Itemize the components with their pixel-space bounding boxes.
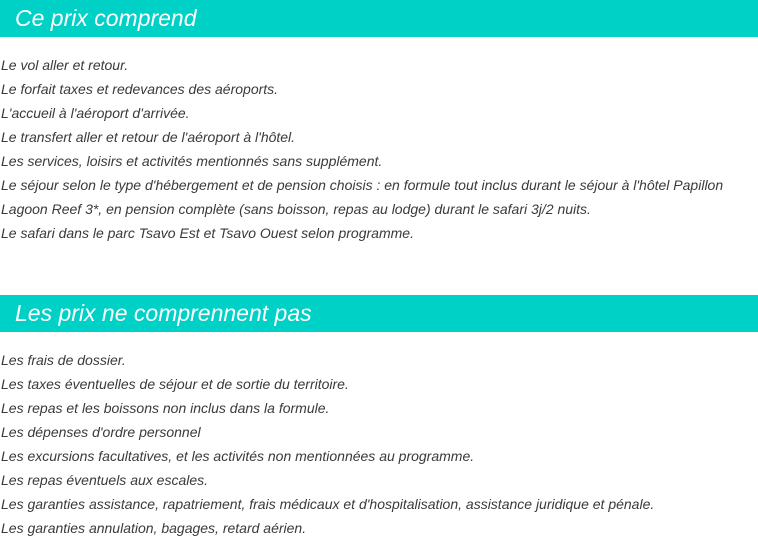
- included-item: L'accueil à l'aéroport d'arrivée.: [1, 105, 190, 121]
- excluded-item: Les taxes éventuelles de séjour et de sortie du territoire.: [1, 376, 349, 392]
- excluded-item: Les repas éventuels aux escales.: [1, 472, 209, 488]
- excluded-item: Les excursions facultatives, et les activités non mentionnées au programme.: [1, 448, 475, 464]
- included-item: Le vol aller et retour.: [1, 57, 129, 73]
- excluded-item: Les garanties annulation, bagages, retard aérien.: [1, 520, 307, 536]
- excluded-list: [1, 348, 757, 540]
- excluded-item: Les dépenses d'ordre personnel: [1, 424, 201, 440]
- excluded-item: Les garanties assistance, rapatriement, frais médicaux et d'hospitalisation, assistance juridique et pénale.: [1, 496, 655, 512]
- excluded-item: Les frais de dossier.: [1, 352, 126, 368]
- included-item: Le transfert aller et retour de l'aéroport à l'hôtel.: [1, 129, 296, 145]
- excluded-item: Les repas et les boissons non inclus dans la formule.: [1, 400, 330, 416]
- included-item: Le safari dans le parc Tsavo Est et Tsavo Ouest selon programme.: [1, 225, 414, 241]
- included-item: Les services, loisirs et activités mentionnés sans supplément.: [1, 153, 383, 169]
- included-item: Le forfait taxes et redevances des aéroports.: [1, 81, 279, 97]
- included-item: Le séjour selon le type d'hébergement et de pension choisis : en formule tout inclus durant le séjour à l'hôtel Papillon: [1, 177, 724, 193]
- included-section-title: Ce prix comprend: [0, 0, 758, 37]
- included-item: Lagoon Reef 3*, en pension complète (sans boisson, repas au lodge) durant le safari 3j/2 nuits.: [1, 201, 591, 217]
- included-list: [1, 53, 757, 245]
- excluded-section-title: Les prix ne comprennent pas: [0, 295, 758, 332]
